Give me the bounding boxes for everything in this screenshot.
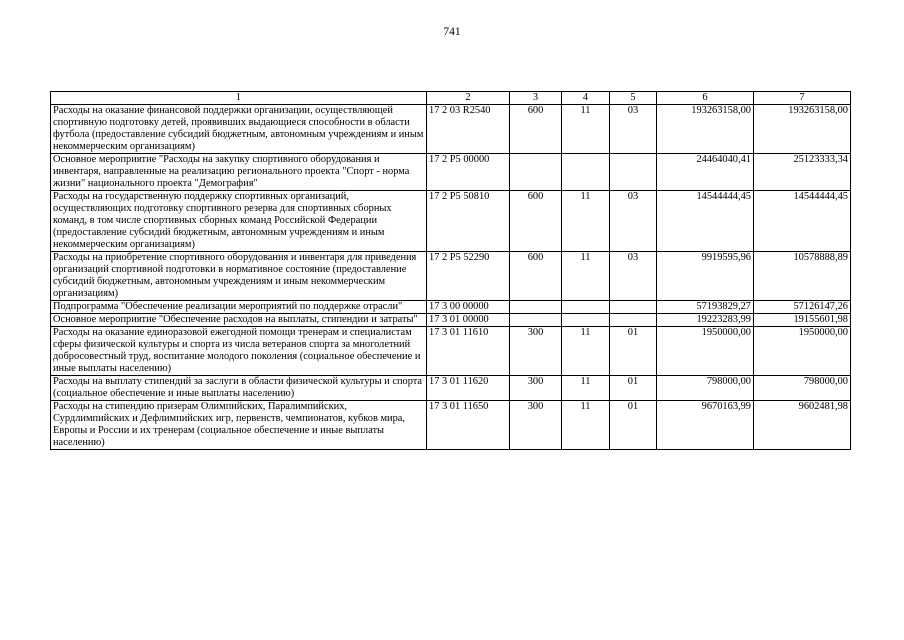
section-cell: 11 [562, 327, 610, 376]
subsection-cell: 01 [610, 376, 657, 401]
amount-col6-cell: 24464040,41 [657, 154, 754, 191]
expense-type-cell [510, 301, 562, 314]
column-header: 7 [754, 92, 851, 105]
subsection-cell [610, 314, 657, 327]
amount-col7-cell: 10578888,89 [754, 252, 851, 301]
column-header: 2 [427, 92, 510, 105]
expense-name-cell: Подпрограмма "Обеспечение реализации мероприятий по поддержке отрасли" [51, 301, 427, 314]
amount-col6-cell: 9919595,96 [657, 252, 754, 301]
amount-col6-cell: 19223283,99 [657, 314, 754, 327]
amount-col7-cell: 14544444,45 [754, 191, 851, 252]
amount-col6-cell: 14544444,45 [657, 191, 754, 252]
expense-type-cell [510, 154, 562, 191]
amount-col6-cell: 1950000,00 [657, 327, 754, 376]
table-row [51, 105, 851, 154]
page-number: 741 [443, 26, 461, 38]
section-cell: 11 [562, 252, 610, 301]
target-code-cell: 17 3 01 11650 [427, 401, 510, 450]
expense-name-cell: Расходы на оказание единоразовой ежегодной помощи тренерам и специалистам сферы физической культуры и спорта из числа ветеранов спорта за многолетний добросовестный труд, воспитание молодого поколения (социальное обеспечение и иные выплаты населению) [51, 327, 427, 376]
expense-name-cell: Расходы на оказание финансовой поддержки организации, осуществляющей спортивную подготовку детей, проявивших выдающиеся способности в области футбола (предоставление субсидий бюджетным, автономным учреждениям и иным некоммерческим организациям) [51, 105, 427, 154]
column-header: 5 [610, 92, 657, 105]
expense-type-cell: 300 [510, 401, 562, 450]
expense-type-cell: 600 [510, 105, 562, 154]
target-code-cell: 17 2 P5 52290 [427, 252, 510, 301]
amount-col7-cell: 798000,00 [754, 376, 851, 401]
expense-name-cell: Расходы на приобретение спортивного оборудования и инвентаря для приведения организаций спортивной подготовки в нормативное состояние (предоставление субсидий бюджетным, автономным учреждениям и иным некоммерческим организациям) [51, 252, 427, 301]
amount-col7-cell: 19155601,98 [754, 314, 851, 327]
amount-col6-cell: 9670163,99 [657, 401, 754, 450]
column-header: 6 [657, 92, 754, 105]
target-code-cell: 17 3 01 11610 [427, 327, 510, 376]
budget-table [50, 91, 851, 450]
table-row [51, 401, 851, 450]
amount-col6-cell: 57193829,27 [657, 301, 754, 314]
expense-type-cell: 600 [510, 191, 562, 252]
table-row [51, 191, 851, 252]
section-cell: 11 [562, 191, 610, 252]
target-code-cell: 17 3 00 00000 [427, 301, 510, 314]
table-row [51, 376, 851, 401]
section-cell: 11 [562, 376, 610, 401]
subsection-cell [610, 154, 657, 191]
section-cell: 11 [562, 401, 610, 450]
subsection-cell: 03 [610, 252, 657, 301]
amount-col7-cell: 9602481,98 [754, 401, 851, 450]
subsection-cell [610, 301, 657, 314]
subsection-cell: 03 [610, 105, 657, 154]
amount-col7-cell: 57126147,26 [754, 301, 851, 314]
subsection-cell: 01 [610, 401, 657, 450]
table-row [51, 154, 851, 191]
table-row [51, 252, 851, 301]
target-code-cell: 17 2 P5 00000 [427, 154, 510, 191]
section-cell [562, 301, 610, 314]
section-cell [562, 154, 610, 191]
amount-col7-cell: 1950000,00 [754, 327, 851, 376]
column-header: 3 [510, 92, 562, 105]
expense-name-cell: Расходы на выплату стипендий за заслуги в области физической культуры и спорта (социальное обеспечение и иные выплаты населению) [51, 376, 427, 401]
target-code-cell: 17 3 01 00000 [427, 314, 510, 327]
table-row [51, 327, 851, 376]
amount-col6-cell: 798000,00 [657, 376, 754, 401]
expense-type-cell [510, 314, 562, 327]
table-row [51, 314, 851, 327]
subsection-cell: 03 [610, 191, 657, 252]
amount-col6-cell: 193263158,00 [657, 105, 754, 154]
expense-type-cell: 600 [510, 252, 562, 301]
expense-name-cell: Расходы на государственную поддержку спортивных организаций, осуществляющих подготовку спортивного резерва для спортивных сборных команд, в том числе спортивных сборных команд Российской Федерации (предоставление субсидий бюджетным, автономным учреждениям и иным некоммерческим организациям) [51, 191, 427, 252]
amount-col7-cell: 193263158,00 [754, 105, 851, 154]
amount-col7-cell: 25123333,34 [754, 154, 851, 191]
expense-name-cell: Расходы на стипендию призерам Олимпийских, Паралимпийских, Сурдлимпийских и Дефлимпийских игр, первенств, чемпионатов, кубков мира, Европы и России и их тренерам (социальное обеспечение и иные выплаты населению) [51, 401, 427, 450]
table-row [51, 301, 851, 314]
target-code-cell: 17 2 03 R2540 [427, 105, 510, 154]
subsection-cell: 01 [610, 327, 657, 376]
target-code-cell: 17 2 P5 50810 [427, 191, 510, 252]
expense-name-cell: Основное мероприятие "Обеспечение расходов на выплаты, стипендии и затраты" [51, 314, 427, 327]
column-number-header-row [51, 92, 851, 105]
section-cell: 11 [562, 105, 610, 154]
section-cell [562, 314, 610, 327]
expense-type-cell: 300 [510, 327, 562, 376]
target-code-cell: 17 3 01 11620 [427, 376, 510, 401]
column-header: 4 [562, 92, 610, 105]
column-header: 1 [51, 92, 427, 105]
expense-type-cell: 300 [510, 376, 562, 401]
expense-name-cell: Основное мероприятие "Расходы на закупку спортивного оборудования и инвентаря, направленные на реализацию регионального проекта "Спорт - норма жизни" национального проекта "Демография" [51, 154, 427, 191]
